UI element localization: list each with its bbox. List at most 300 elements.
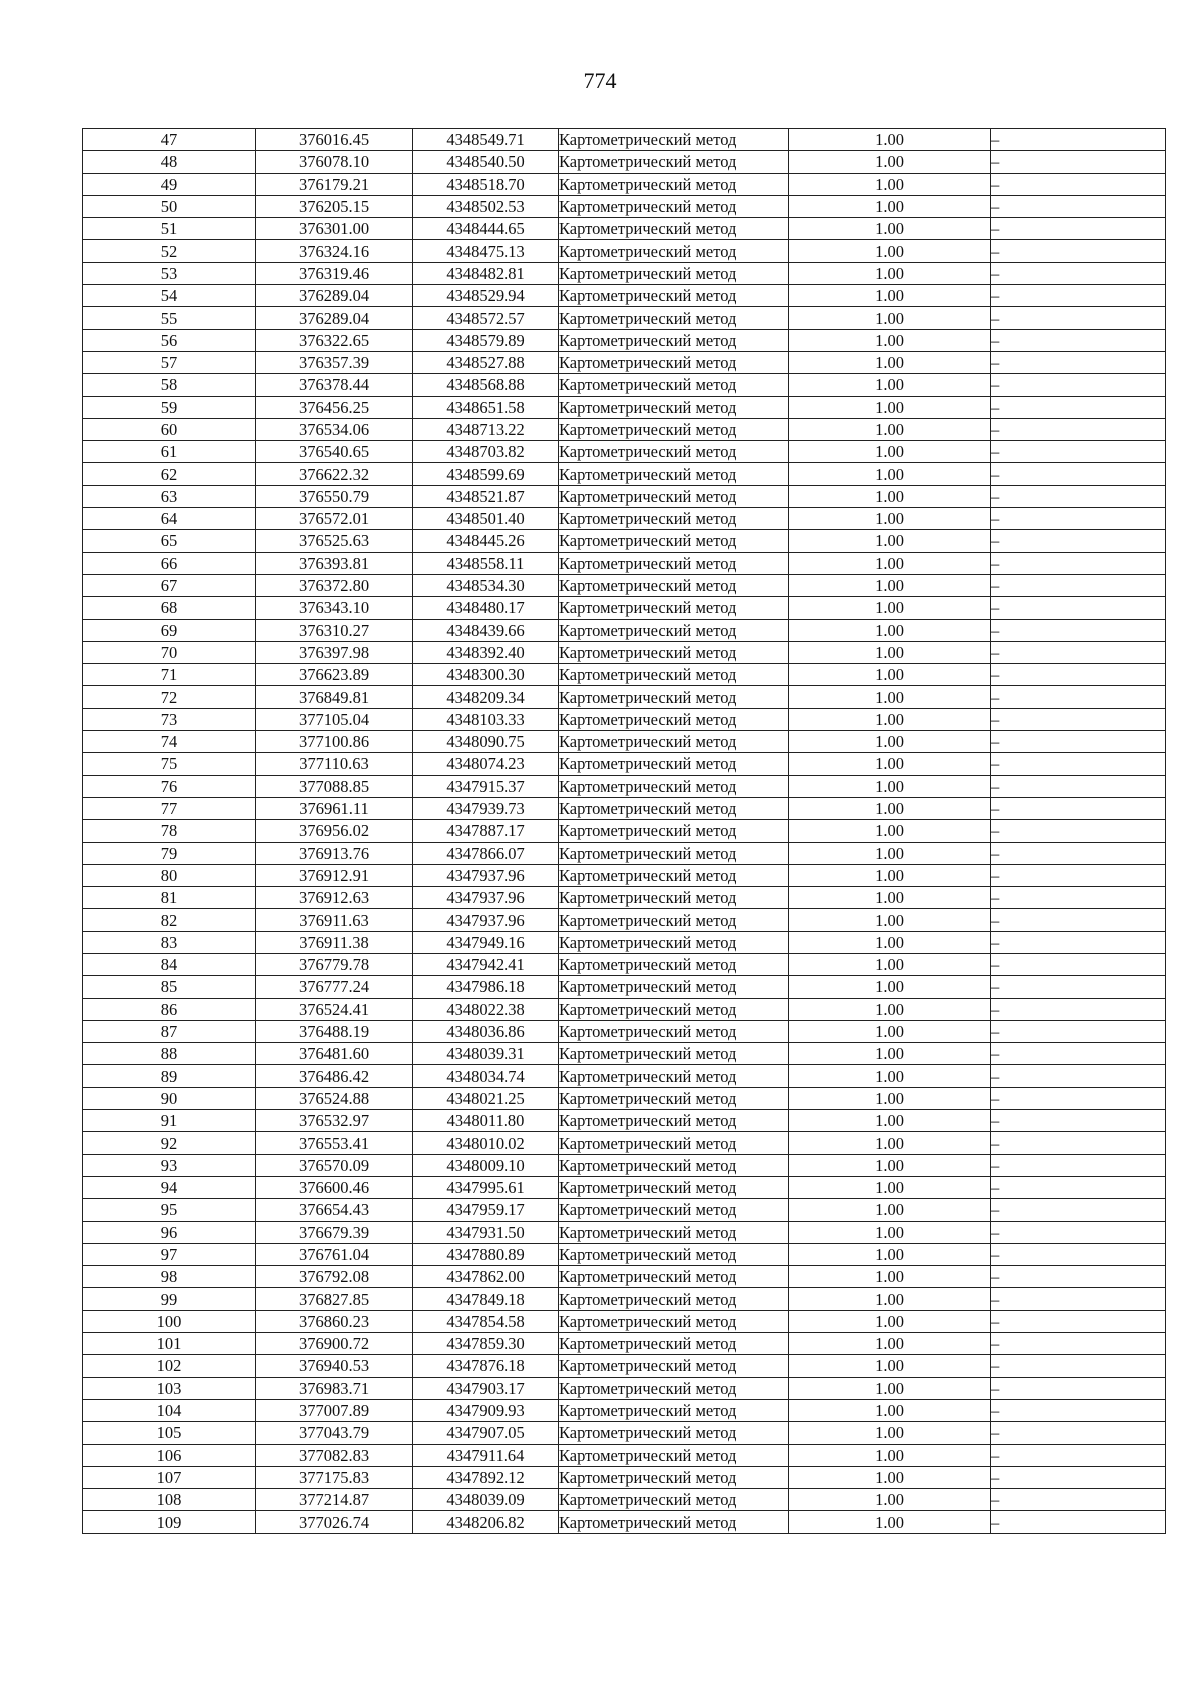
table-row — [83, 1333, 1166, 1355]
accuracy-cell: 1.00 — [789, 173, 991, 195]
method-cell: Картометрический метод — [559, 1489, 789, 1511]
x-coordinate-cell: 376540.65 — [256, 441, 413, 463]
y-coordinate-cell: 4347986.18 — [413, 976, 559, 998]
table-row — [83, 1466, 1166, 1488]
table-row — [83, 1110, 1166, 1132]
x-coordinate-cell: 377026.74 — [256, 1511, 413, 1533]
table-row — [83, 530, 1166, 552]
point-number-cell: 49 — [83, 173, 256, 195]
accuracy-cell: 1.00 — [789, 686, 991, 708]
table-row — [83, 574, 1166, 596]
table-row — [83, 797, 1166, 819]
table-row — [83, 374, 1166, 396]
accuracy-cell: 1.00 — [789, 864, 991, 886]
table-row — [83, 129, 1166, 151]
point-number-cell: 61 — [83, 441, 256, 463]
point-number-cell: 101 — [83, 1333, 256, 1355]
y-coordinate-cell: 4348209.34 — [413, 686, 559, 708]
note-cell: – — [991, 1154, 1166, 1176]
y-coordinate-cell: 4347937.96 — [413, 864, 559, 886]
x-coordinate-cell: 376600.46 — [256, 1176, 413, 1198]
note-cell: – — [991, 1511, 1166, 1533]
accuracy-cell: 1.00 — [789, 1199, 991, 1221]
y-coordinate-cell: 4348521.87 — [413, 485, 559, 507]
accuracy-cell: 1.00 — [789, 1065, 991, 1087]
x-coordinate-cell: 376572.01 — [256, 508, 413, 530]
table-row — [83, 641, 1166, 663]
x-coordinate-cell: 377088.85 — [256, 775, 413, 797]
note-cell: – — [991, 1489, 1166, 1511]
point-number-cell: 53 — [83, 262, 256, 284]
note-cell: – — [991, 508, 1166, 530]
note-cell: – — [991, 530, 1166, 552]
table-row — [83, 1087, 1166, 1109]
point-number-cell: 59 — [83, 396, 256, 418]
accuracy-cell: 1.00 — [789, 1511, 991, 1533]
y-coordinate-cell: 4348527.88 — [413, 351, 559, 373]
x-coordinate-cell: 376792.08 — [256, 1266, 413, 1288]
table-row — [83, 775, 1166, 797]
table-row — [83, 1221, 1166, 1243]
method-cell: Картометрический метод — [559, 374, 789, 396]
table-row — [83, 909, 1166, 931]
table-row — [83, 285, 1166, 307]
table-row — [83, 262, 1166, 284]
method-cell: Картометрический метод — [559, 1087, 789, 1109]
x-coordinate-cell: 376622.32 — [256, 463, 413, 485]
y-coordinate-cell: 4347892.12 — [413, 1466, 559, 1488]
accuracy-cell: 1.00 — [789, 1243, 991, 1265]
y-coordinate-cell: 4347849.18 — [413, 1288, 559, 1310]
method-cell: Картометрический метод — [559, 329, 789, 351]
accuracy-cell: 1.00 — [789, 530, 991, 552]
point-number-cell: 78 — [83, 820, 256, 842]
table-row — [83, 1444, 1166, 1466]
table-row — [83, 686, 1166, 708]
table-row — [83, 173, 1166, 195]
table-row — [83, 1377, 1166, 1399]
accuracy-cell: 1.00 — [789, 195, 991, 217]
note-cell: – — [991, 218, 1166, 240]
method-cell: Картометрический метод — [559, 463, 789, 485]
method-cell: Картометрический метод — [559, 1444, 789, 1466]
x-coordinate-cell: 376397.98 — [256, 641, 413, 663]
accuracy-cell: 1.00 — [789, 552, 991, 574]
x-coordinate-cell: 376488.19 — [256, 1020, 413, 1042]
note-cell: – — [991, 1020, 1166, 1042]
y-coordinate-cell: 4348534.30 — [413, 574, 559, 596]
y-coordinate-cell: 4348010.02 — [413, 1132, 559, 1154]
method-cell: Картометрический метод — [559, 1266, 789, 1288]
y-coordinate-cell: 4347959.17 — [413, 1199, 559, 1221]
table-row — [83, 351, 1166, 373]
accuracy-cell: 1.00 — [789, 887, 991, 909]
table-row — [83, 1132, 1166, 1154]
point-number-cell: 76 — [83, 775, 256, 797]
method-cell: Картометрический метод — [559, 1132, 789, 1154]
point-number-cell: 90 — [83, 1087, 256, 1109]
point-number-cell: 81 — [83, 887, 256, 909]
y-coordinate-cell: 4348009.10 — [413, 1154, 559, 1176]
accuracy-cell: 1.00 — [789, 1043, 991, 1065]
y-coordinate-cell: 4348572.57 — [413, 307, 559, 329]
note-cell: – — [991, 708, 1166, 730]
x-coordinate-cell: 376524.88 — [256, 1087, 413, 1109]
accuracy-cell: 1.00 — [789, 441, 991, 463]
y-coordinate-cell: 4348501.40 — [413, 508, 559, 530]
method-cell: Картометрический метод — [559, 1020, 789, 1042]
point-number-cell: 85 — [83, 976, 256, 998]
y-coordinate-cell: 4348599.69 — [413, 463, 559, 485]
note-cell: – — [991, 1199, 1166, 1221]
table-row — [83, 441, 1166, 463]
note-cell: – — [991, 463, 1166, 485]
x-coordinate-cell: 376961.11 — [256, 797, 413, 819]
accuracy-cell: 1.00 — [789, 842, 991, 864]
accuracy-cell: 1.00 — [789, 1288, 991, 1310]
x-coordinate-cell: 376289.04 — [256, 285, 413, 307]
x-coordinate-cell: 377175.83 — [256, 1466, 413, 1488]
point-number-cell: 55 — [83, 307, 256, 329]
note-cell: – — [991, 619, 1166, 641]
accuracy-cell: 1.00 — [789, 1377, 991, 1399]
point-number-cell: 106 — [83, 1444, 256, 1466]
point-number-cell: 79 — [83, 842, 256, 864]
accuracy-cell: 1.00 — [789, 151, 991, 173]
note-cell: – — [991, 686, 1166, 708]
y-coordinate-cell: 4348518.70 — [413, 173, 559, 195]
x-coordinate-cell: 376532.97 — [256, 1110, 413, 1132]
point-number-cell: 102 — [83, 1355, 256, 1377]
note-cell: – — [991, 753, 1166, 775]
accuracy-cell: 1.00 — [789, 820, 991, 842]
point-number-cell: 60 — [83, 418, 256, 440]
point-number-cell: 103 — [83, 1377, 256, 1399]
x-coordinate-cell: 376324.16 — [256, 240, 413, 262]
x-coordinate-cell: 376911.38 — [256, 931, 413, 953]
table-row — [83, 864, 1166, 886]
y-coordinate-cell: 4348022.38 — [413, 998, 559, 1020]
point-number-cell: 86 — [83, 998, 256, 1020]
method-cell: Картометрический метод — [559, 1110, 789, 1132]
point-number-cell: 48 — [83, 151, 256, 173]
accuracy-cell: 1.00 — [789, 1087, 991, 1109]
note-cell: – — [991, 797, 1166, 819]
y-coordinate-cell: 4347876.18 — [413, 1355, 559, 1377]
point-number-cell: 82 — [83, 909, 256, 931]
accuracy-cell: 1.00 — [789, 731, 991, 753]
note-cell: – — [991, 976, 1166, 998]
method-cell: Картометрический метод — [559, 753, 789, 775]
table-row — [83, 953, 1166, 975]
method-cell: Картометрический метод — [559, 1511, 789, 1533]
accuracy-cell: 1.00 — [789, 775, 991, 797]
accuracy-cell: 1.00 — [789, 418, 991, 440]
x-coordinate-cell: 376900.72 — [256, 1333, 413, 1355]
point-number-cell: 47 — [83, 129, 256, 151]
table-row — [83, 151, 1166, 173]
y-coordinate-cell: 4348482.81 — [413, 262, 559, 284]
note-cell: – — [991, 1310, 1166, 1332]
table-row — [83, 1020, 1166, 1042]
table-row — [83, 1489, 1166, 1511]
accuracy-cell: 1.00 — [789, 485, 991, 507]
point-number-cell: 74 — [83, 731, 256, 753]
table-row — [83, 1310, 1166, 1332]
point-number-cell: 87 — [83, 1020, 256, 1042]
y-coordinate-cell: 4348713.22 — [413, 418, 559, 440]
note-cell: – — [991, 931, 1166, 953]
note-cell: – — [991, 1377, 1166, 1399]
x-coordinate-cell: 376913.76 — [256, 842, 413, 864]
point-number-cell: 67 — [83, 574, 256, 596]
x-coordinate-cell: 376779.78 — [256, 953, 413, 975]
method-cell: Картометрический метод — [559, 1377, 789, 1399]
method-cell: Картометрический метод — [559, 641, 789, 663]
x-coordinate-cell: 376623.89 — [256, 664, 413, 686]
point-number-cell: 68 — [83, 597, 256, 619]
note-cell: – — [991, 173, 1166, 195]
y-coordinate-cell: 4347854.58 — [413, 1310, 559, 1332]
method-cell: Картометрический метод — [559, 218, 789, 240]
x-coordinate-cell: 377105.04 — [256, 708, 413, 730]
table-row — [83, 240, 1166, 262]
x-coordinate-cell: 376777.24 — [256, 976, 413, 998]
y-coordinate-cell: 4348039.09 — [413, 1489, 559, 1511]
y-coordinate-cell: 4348034.74 — [413, 1065, 559, 1087]
note-cell: – — [991, 1333, 1166, 1355]
y-coordinate-cell: 4348090.75 — [413, 731, 559, 753]
point-number-cell: 62 — [83, 463, 256, 485]
method-cell: Картометрический метод — [559, 151, 789, 173]
table-row — [83, 887, 1166, 909]
y-coordinate-cell: 4348021.25 — [413, 1087, 559, 1109]
method-cell: Картометрический метод — [559, 1043, 789, 1065]
note-cell: – — [991, 1266, 1166, 1288]
method-cell: Картометрический метод — [559, 864, 789, 886]
point-number-cell: 80 — [83, 864, 256, 886]
point-number-cell: 92 — [83, 1132, 256, 1154]
accuracy-cell: 1.00 — [789, 508, 991, 530]
x-coordinate-cell: 376534.06 — [256, 418, 413, 440]
method-cell: Картометрический метод — [559, 976, 789, 998]
accuracy-cell: 1.00 — [789, 797, 991, 819]
accuracy-cell: 1.00 — [789, 1444, 991, 1466]
table-row — [83, 976, 1166, 998]
x-coordinate-cell: 377007.89 — [256, 1399, 413, 1421]
method-cell: Картометрический метод — [559, 129, 789, 151]
x-coordinate-cell: 376310.27 — [256, 619, 413, 641]
y-coordinate-cell: 4348502.53 — [413, 195, 559, 217]
method-cell: Картометрический метод — [559, 552, 789, 574]
point-number-cell: 83 — [83, 931, 256, 953]
y-coordinate-cell: 4348206.82 — [413, 1511, 559, 1533]
table-row — [83, 753, 1166, 775]
note-cell: – — [991, 552, 1166, 574]
x-coordinate-cell: 376983.71 — [256, 1377, 413, 1399]
point-number-cell: 89 — [83, 1065, 256, 1087]
y-coordinate-cell: 4347915.37 — [413, 775, 559, 797]
x-coordinate-cell: 377214.87 — [256, 1489, 413, 1511]
method-cell: Картометрический метод — [559, 1466, 789, 1488]
method-cell: Картометрический метод — [559, 1065, 789, 1087]
note-cell: – — [991, 1132, 1166, 1154]
x-coordinate-cell: 376550.79 — [256, 485, 413, 507]
accuracy-cell: 1.00 — [789, 1266, 991, 1288]
point-number-cell: 51 — [83, 218, 256, 240]
method-cell: Картометрический метод — [559, 262, 789, 284]
y-coordinate-cell: 4348036.86 — [413, 1020, 559, 1042]
table-row — [83, 485, 1166, 507]
note-cell: – — [991, 842, 1166, 864]
y-coordinate-cell: 4347909.93 — [413, 1399, 559, 1421]
point-number-cell: 57 — [83, 351, 256, 373]
point-number-cell: 69 — [83, 619, 256, 641]
method-cell: Картометрический метод — [559, 619, 789, 641]
note-cell: – — [991, 1221, 1166, 1243]
x-coordinate-cell: 376827.85 — [256, 1288, 413, 1310]
note-cell: – — [991, 953, 1166, 975]
x-coordinate-cell: 376357.39 — [256, 351, 413, 373]
method-cell: Картометрический метод — [559, 441, 789, 463]
accuracy-cell: 1.00 — [789, 1333, 991, 1355]
method-cell: Картометрический метод — [559, 1154, 789, 1176]
accuracy-cell: 1.00 — [789, 374, 991, 396]
method-cell: Картометрический метод — [559, 1355, 789, 1377]
x-coordinate-cell: 376761.04 — [256, 1243, 413, 1265]
note-cell: – — [991, 1176, 1166, 1198]
point-number-cell: 65 — [83, 530, 256, 552]
y-coordinate-cell: 4347931.50 — [413, 1221, 559, 1243]
table-row — [83, 1422, 1166, 1444]
table-row — [83, 1355, 1166, 1377]
point-number-cell: 105 — [83, 1422, 256, 1444]
method-cell: Картометрический метод — [559, 842, 789, 864]
x-coordinate-cell: 376860.23 — [256, 1310, 413, 1332]
y-coordinate-cell: 4347939.73 — [413, 797, 559, 819]
note-cell: – — [991, 351, 1166, 373]
method-cell: Картометрический метод — [559, 1176, 789, 1198]
table-row — [83, 418, 1166, 440]
method-cell: Картометрический метод — [559, 1333, 789, 1355]
note-cell: – — [991, 998, 1166, 1020]
note-cell: – — [991, 285, 1166, 307]
table-row — [83, 1065, 1166, 1087]
accuracy-cell: 1.00 — [789, 931, 991, 953]
y-coordinate-cell: 4347949.16 — [413, 931, 559, 953]
accuracy-cell: 1.00 — [789, 753, 991, 775]
y-coordinate-cell: 4348558.11 — [413, 552, 559, 574]
method-cell: Картометрический метод — [559, 307, 789, 329]
x-coordinate-cell: 376378.44 — [256, 374, 413, 396]
accuracy-cell: 1.00 — [789, 1221, 991, 1243]
accuracy-cell: 1.00 — [789, 641, 991, 663]
x-coordinate-cell: 376179.21 — [256, 173, 413, 195]
table-row — [83, 1511, 1166, 1533]
x-coordinate-cell: 377110.63 — [256, 753, 413, 775]
accuracy-cell: 1.00 — [789, 909, 991, 931]
method-cell: Картометрический метод — [559, 1288, 789, 1310]
page-number: 774 — [583, 68, 617, 93]
note-cell: – — [991, 864, 1166, 886]
note-cell: – — [991, 1466, 1166, 1488]
accuracy-cell: 1.00 — [789, 708, 991, 730]
point-number-cell: 96 — [83, 1221, 256, 1243]
point-number-cell: 75 — [83, 753, 256, 775]
accuracy-cell: 1.00 — [789, 1132, 991, 1154]
note-cell: – — [991, 574, 1166, 596]
table-row — [83, 1199, 1166, 1221]
x-coordinate-cell: 377082.83 — [256, 1444, 413, 1466]
x-coordinate-cell: 376322.65 — [256, 329, 413, 351]
x-coordinate-cell: 376940.53 — [256, 1355, 413, 1377]
point-number-cell: 70 — [83, 641, 256, 663]
y-coordinate-cell: 4347995.61 — [413, 1176, 559, 1198]
point-number-cell: 72 — [83, 686, 256, 708]
accuracy-cell: 1.00 — [789, 574, 991, 596]
note-cell: – — [991, 195, 1166, 217]
y-coordinate-cell: 4347866.07 — [413, 842, 559, 864]
note-cell: – — [991, 1444, 1166, 1466]
y-coordinate-cell: 4348039.31 — [413, 1043, 559, 1065]
method-cell: Картометрический метод — [559, 240, 789, 262]
note-cell: – — [991, 1422, 1166, 1444]
point-number-cell: 50 — [83, 195, 256, 217]
note-cell: – — [991, 1288, 1166, 1310]
x-coordinate-cell: 376570.09 — [256, 1154, 413, 1176]
x-coordinate-cell: 376393.81 — [256, 552, 413, 574]
x-coordinate-cell: 376372.80 — [256, 574, 413, 596]
y-coordinate-cell: 4347937.96 — [413, 909, 559, 931]
x-coordinate-cell: 376456.25 — [256, 396, 413, 418]
point-number-cell: 64 — [83, 508, 256, 530]
accuracy-cell: 1.00 — [789, 1154, 991, 1176]
x-coordinate-cell: 376486.42 — [256, 1065, 413, 1087]
point-number-cell: 63 — [83, 485, 256, 507]
note-cell: – — [991, 262, 1166, 284]
table-row — [83, 708, 1166, 730]
y-coordinate-cell: 4348074.23 — [413, 753, 559, 775]
note-cell: – — [991, 597, 1166, 619]
method-cell: Картометрический метод — [559, 708, 789, 730]
x-coordinate-cell: 376343.10 — [256, 597, 413, 619]
method-cell: Картометрический метод — [559, 887, 789, 909]
table-row — [83, 1043, 1166, 1065]
y-coordinate-cell: 4348300.30 — [413, 664, 559, 686]
method-cell: Картометрический метод — [559, 797, 789, 819]
y-coordinate-cell: 4348445.26 — [413, 530, 559, 552]
point-number-cell: 97 — [83, 1243, 256, 1265]
y-coordinate-cell: 4347937.96 — [413, 887, 559, 909]
x-coordinate-cell: 377043.79 — [256, 1422, 413, 1444]
accuracy-cell: 1.00 — [789, 619, 991, 641]
point-number-cell: 109 — [83, 1511, 256, 1533]
method-cell: Картометрический метод — [559, 731, 789, 753]
table-row — [83, 329, 1166, 351]
y-coordinate-cell: 4348579.89 — [413, 329, 559, 351]
method-cell: Картометрический метод — [559, 530, 789, 552]
table-row — [83, 463, 1166, 485]
method-cell: Картометрический метод — [559, 909, 789, 931]
note-cell: – — [991, 1355, 1166, 1377]
table-row — [83, 842, 1166, 864]
y-coordinate-cell: 4347880.89 — [413, 1243, 559, 1265]
x-coordinate-cell: 376912.91 — [256, 864, 413, 886]
y-coordinate-cell: 4348529.94 — [413, 285, 559, 307]
y-coordinate-cell: 4348011.80 — [413, 1110, 559, 1132]
x-coordinate-cell: 376654.43 — [256, 1199, 413, 1221]
accuracy-cell: 1.00 — [789, 129, 991, 151]
